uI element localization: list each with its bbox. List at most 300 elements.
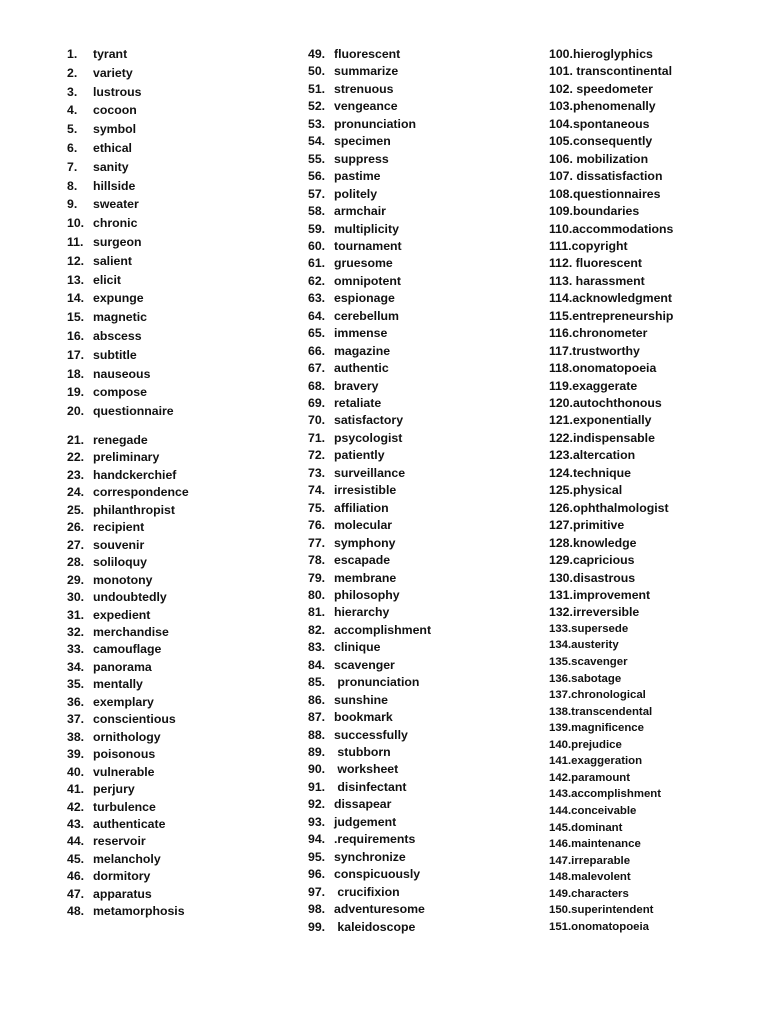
list-item — [549, 255, 642, 271]
list-item — [549, 902, 653, 918]
list-item — [308, 796, 391, 812]
list-item — [308, 168, 380, 184]
item-word: scavenger — [334, 657, 395, 672]
item-word: affiliation — [334, 500, 389, 515]
list-item — [67, 502, 175, 518]
item-number: 116. — [549, 326, 573, 341]
list-item — [67, 196, 139, 212]
list-item — [308, 221, 399, 237]
item-number: 65. — [308, 326, 326, 341]
item-number: 66. — [308, 343, 326, 358]
list-item — [308, 692, 388, 708]
list-item — [549, 116, 649, 132]
item-number: 68. — [308, 378, 326, 393]
item-word: onomatopoeia — [572, 361, 657, 376]
item-number: 149. — [549, 887, 572, 900]
item-number: 2. — [67, 65, 78, 80]
item-number: 117. — [549, 343, 573, 358]
item-number: 138. — [549, 705, 572, 718]
item-word: omnipotent — [334, 273, 401, 288]
item-number: 129. — [549, 553, 573, 567]
list-item — [308, 412, 403, 428]
item-number: 137. — [549, 689, 572, 702]
item-number: 58. — [308, 204, 326, 218]
item-number: 25. — [67, 502, 85, 517]
item-number: 104. — [549, 116, 573, 131]
item-number: 145. — [549, 821, 572, 834]
list-item — [308, 884, 400, 900]
item-number: 3. — [67, 84, 78, 99]
item-word: specimen — [334, 134, 391, 149]
item-word: judgement — [334, 814, 397, 829]
item-word: austerity — [571, 639, 619, 652]
list-item — [67, 799, 156, 815]
item-number: 32. — [67, 625, 85, 639]
item-word: mentally — [93, 677, 143, 692]
list-item — [549, 465, 631, 481]
list-item — [67, 309, 147, 325]
item-number: 53. — [308, 116, 326, 131]
item-number: 87. — [308, 710, 326, 725]
item-number: 38. — [67, 729, 85, 744]
list-item — [67, 746, 155, 762]
list-item — [67, 589, 167, 605]
list-item — [308, 325, 387, 341]
item-number: 134. — [549, 639, 572, 652]
list-item — [308, 81, 393, 97]
list-item — [549, 290, 672, 306]
item-word: salient — [93, 253, 132, 268]
item-number: 16. — [67, 329, 85, 343]
list-item — [67, 816, 165, 832]
item-number: 56. — [308, 169, 326, 184]
item-word: philosophy — [334, 587, 400, 602]
item-number: 43. — [67, 816, 85, 831]
item-number: 50. — [308, 64, 326, 79]
item-number: 33. — [67, 642, 85, 657]
list-item — [67, 467, 176, 483]
list-item — [67, 868, 150, 884]
list-item — [549, 770, 630, 786]
item-word: sunshine — [334, 692, 388, 707]
item-word: exaggeration — [571, 755, 643, 768]
list-item — [549, 63, 672, 79]
list-item — [67, 537, 144, 553]
list-item — [67, 711, 176, 727]
item-number: 140. — [549, 738, 572, 751]
item-number: 139. — [549, 722, 572, 735]
list-item — [308, 133, 391, 149]
list-item — [549, 687, 646, 703]
list-item — [308, 290, 395, 306]
list-item — [308, 482, 396, 498]
item-word: copyright — [571, 238, 628, 253]
item-number: 52. — [308, 99, 326, 114]
item-word: armchair — [334, 204, 386, 218]
item-number: 144. — [549, 804, 572, 817]
list-item — [549, 360, 656, 376]
item-word: trustworthy — [572, 343, 640, 358]
item-word: crucifixion — [334, 884, 400, 899]
item-number: 131. — [549, 587, 573, 602]
item-word: exponentially — [572, 413, 652, 428]
list-item — [308, 465, 405, 481]
item-word: worksheet — [334, 762, 399, 777]
item-word: summarize — [334, 64, 399, 79]
list-item — [67, 432, 148, 448]
list-item — [67, 215, 137, 231]
list-item — [67, 607, 150, 623]
item-word: paramount — [571, 771, 631, 784]
item-number: 55. — [308, 151, 326, 166]
item-word: metamorphosis — [93, 904, 185, 919]
list-item — [549, 395, 662, 411]
item-number: 40. — [67, 764, 85, 779]
item-word: chronological — [571, 689, 646, 702]
list-item — [67, 384, 147, 400]
item-word: physical — [572, 483, 623, 498]
item-word: .requirements — [334, 832, 416, 847]
item-number: 132. — [549, 605, 573, 620]
item-word: pastime — [334, 169, 381, 184]
list-item — [308, 535, 396, 551]
item-word: surgeon — [93, 235, 142, 249]
list-item — [308, 116, 416, 132]
list-item — [308, 709, 393, 725]
item-number: 48. — [67, 904, 85, 919]
item-number: 47. — [67, 886, 85, 901]
item-word: kaleidoscope — [334, 919, 416, 934]
list-item — [549, 447, 635, 463]
list-item — [67, 366, 150, 382]
item-number: 105. — [549, 134, 573, 149]
item-number: 148. — [549, 871, 572, 884]
list-item — [67, 328, 142, 344]
list-item — [308, 273, 401, 289]
list-item — [67, 234, 142, 250]
list-item — [308, 238, 402, 254]
item-word: magnetic — [93, 310, 147, 325]
list-item — [549, 853, 630, 869]
item-number: 76. — [308, 518, 326, 533]
item-number: 37. — [67, 712, 85, 727]
item-number: 108. — [549, 186, 573, 201]
item-number: 41. — [67, 782, 85, 796]
item-word: elicit — [93, 272, 122, 287]
item-number: 136. — [549, 672, 572, 685]
item-word: compose — [93, 385, 147, 400]
item-word: dominant — [571, 821, 623, 834]
item-number: 14. — [67, 291, 85, 306]
item-number: 127. — [549, 518, 573, 533]
item-number: 20. — [67, 404, 85, 419]
list-item — [67, 290, 144, 306]
item-number: 22. — [67, 450, 85, 465]
list-item — [308, 814, 396, 830]
item-number: 17. — [67, 347, 85, 362]
list-item — [549, 737, 622, 753]
item-number: 107. — [549, 169, 573, 184]
item-number: 51. — [308, 81, 326, 96]
item-number: 30. — [67, 590, 85, 604]
item-word: magazine — [334, 343, 391, 358]
item-word: monotony — [93, 572, 153, 587]
item-word: autochthonous — [572, 396, 662, 410]
item-number: 88. — [308, 727, 326, 742]
item-word: bravery — [334, 378, 379, 393]
item-number: 91. — [308, 779, 326, 794]
item-number: 29. — [67, 572, 85, 587]
item-number: 8. — [67, 178, 78, 193]
item-word: tournament — [334, 238, 402, 253]
item-word: handckerchief — [93, 467, 177, 482]
list-item — [308, 570, 396, 586]
item-number: 92. — [308, 797, 326, 812]
list-item — [308, 866, 420, 882]
item-word: knowledge — [572, 535, 637, 550]
list-item — [549, 803, 636, 819]
item-word: boundaries — [572, 204, 640, 218]
list-item — [549, 869, 631, 885]
item-word: psycologist — [334, 430, 403, 445]
item-number: 26. — [67, 520, 85, 535]
item-word: vulnerable — [93, 764, 155, 779]
item-number: 39. — [67, 747, 85, 762]
list-item — [549, 81, 653, 97]
item-word: adventuresome — [334, 902, 425, 916]
list-item — [67, 102, 137, 118]
item-number: 1. — [67, 47, 78, 61]
item-word: mobilization — [572, 151, 649, 166]
item-number: 97. — [308, 884, 326, 899]
item-number: 83. — [308, 640, 326, 655]
list-item — [549, 203, 639, 219]
list-item — [67, 449, 159, 465]
item-word: merchandise — [93, 625, 169, 639]
item-word: patiently — [334, 448, 385, 463]
item-word: multiplicity — [334, 221, 399, 236]
item-number: 109. — [549, 204, 573, 218]
item-number: 73. — [308, 465, 326, 480]
item-word: conscientious — [93, 712, 176, 727]
item-word: primitive — [572, 518, 625, 533]
item-number: 59. — [308, 221, 326, 236]
list-item — [549, 343, 640, 359]
item-number: 111. — [549, 238, 572, 253]
item-word: questionnaire — [93, 404, 174, 419]
item-word: transcontinental — [572, 64, 673, 79]
item-word: hierarchy — [334, 605, 390, 620]
item-word: vengeance — [334, 99, 398, 114]
item-number: 11. — [67, 235, 84, 249]
item-number: 4. — [67, 103, 78, 118]
list-item — [308, 849, 406, 865]
item-word: technique — [572, 465, 632, 480]
item-number: 49. — [308, 47, 326, 61]
item-word: harassment — [572, 273, 645, 288]
item-word: molecular — [334, 518, 393, 533]
item-number: 34. — [67, 659, 85, 674]
list-item — [308, 447, 385, 463]
item-word: successfully — [334, 727, 408, 742]
item-number: 102. — [549, 81, 573, 96]
item-number: 23. — [67, 467, 85, 482]
list-item — [67, 65, 133, 81]
item-word: perjury — [93, 782, 135, 796]
item-word: suppress — [334, 151, 389, 166]
list-item — [67, 903, 185, 919]
item-word: speedometer — [572, 81, 653, 96]
item-word: irreversible — [572, 605, 640, 620]
item-number: 60. — [308, 238, 326, 253]
list-item — [549, 704, 652, 720]
item-word: authentic — [334, 361, 389, 376]
item-number: 122. — [549, 430, 573, 445]
item-word: pronunciation — [334, 675, 420, 690]
item-number: 57. — [308, 186, 326, 201]
list-item — [67, 572, 152, 588]
item-number: 110. — [549, 221, 573, 236]
list-item — [308, 639, 380, 655]
item-number: 27. — [67, 537, 85, 552]
item-word: soliloquy — [93, 555, 147, 570]
item-word: pronunciation — [334, 116, 416, 131]
list-item — [549, 637, 619, 653]
list-item — [549, 500, 669, 516]
list-item — [67, 484, 189, 500]
item-word: accomplishment — [334, 622, 432, 637]
item-number: 82. — [308, 622, 326, 637]
item-number: 90. — [308, 762, 326, 777]
list-item — [308, 203, 386, 219]
item-word: chronic — [93, 216, 138, 231]
item-number: 125. — [549, 483, 573, 498]
list-item — [549, 308, 673, 324]
item-word: tyrant — [93, 47, 128, 61]
item-number: 146. — [549, 838, 572, 850]
list-item — [67, 729, 161, 745]
item-number: 95. — [308, 849, 326, 864]
list-item — [549, 412, 652, 428]
item-word: souvenir — [93, 537, 145, 552]
list-item — [67, 403, 174, 419]
list-item — [308, 308, 399, 324]
item-word: entrepreneurship — [572, 308, 674, 323]
item-number: 64. — [308, 308, 326, 323]
list-item — [308, 46, 400, 62]
item-word: panorama — [93, 659, 152, 674]
list-item — [549, 886, 629, 902]
list-item — [67, 554, 147, 570]
list-item — [549, 720, 644, 736]
item-word: irresistible — [334, 483, 397, 498]
item-word: poisonous — [93, 747, 156, 762]
item-word: ethical — [93, 141, 132, 155]
item-number: 118. — [549, 361, 573, 376]
item-word: irreparable — [571, 854, 631, 867]
item-word: prejudice — [571, 738, 622, 751]
list-item — [308, 343, 390, 359]
item-number: 13. — [67, 272, 85, 287]
item-number: 85. — [308, 675, 326, 690]
list-item — [67, 272, 121, 288]
list-item — [549, 786, 661, 802]
item-number: 21. — [67, 433, 85, 447]
list-item — [308, 674, 419, 690]
list-item — [308, 604, 389, 620]
item-word: sanity — [93, 159, 129, 174]
list-item — [549, 221, 673, 237]
list-item — [67, 659, 152, 675]
list-item — [67, 178, 135, 194]
item-number: 101. — [549, 64, 573, 79]
item-number: 113. — [549, 273, 573, 288]
item-number: 121. — [549, 413, 573, 428]
item-number: 80. — [308, 587, 326, 602]
list-item — [67, 159, 129, 175]
list-item — [549, 654, 628, 670]
item-word: hillside — [93, 178, 136, 193]
list-item — [549, 587, 650, 603]
item-number: 67. — [308, 361, 326, 376]
list-item — [549, 378, 637, 394]
list-item — [549, 430, 655, 446]
item-number: 54. — [308, 134, 326, 149]
item-number: 124. — [549, 465, 573, 480]
list-item — [308, 919, 415, 935]
item-word: camouflage — [93, 642, 162, 657]
item-word: politely — [334, 186, 378, 201]
item-word: conceivable — [571, 804, 637, 817]
list-item — [308, 831, 415, 847]
item-word: improvement — [572, 587, 651, 602]
item-word: membrane — [334, 570, 397, 585]
list-item — [308, 744, 391, 760]
list-item — [67, 624, 169, 640]
item-word: turbulence — [93, 799, 156, 814]
item-word: stubborn — [334, 745, 391, 759]
item-word: malevolent — [571, 871, 631, 884]
item-number: 98. — [308, 902, 326, 916]
item-word: expunge — [93, 291, 144, 306]
item-number: 18. — [67, 366, 85, 381]
item-word: undoubtedly — [93, 590, 167, 604]
item-word: reservoir — [93, 834, 146, 849]
item-word: synchronize — [334, 849, 406, 864]
item-word: lustrous — [93, 84, 142, 99]
item-number: 106. — [549, 151, 573, 166]
item-word: preliminary — [93, 450, 160, 465]
item-word: satisfactory — [334, 413, 404, 428]
item-word: transcendental — [571, 705, 653, 718]
item-number: 96. — [308, 867, 326, 882]
list-item — [67, 781, 135, 797]
item-word: nauseous — [93, 366, 151, 381]
item-word: magnificence — [571, 722, 644, 735]
list-item — [549, 98, 656, 114]
list-item — [67, 347, 137, 363]
item-word: hieroglyphics — [572, 47, 653, 61]
item-word: ophthalmologist — [572, 500, 669, 515]
item-number: 72. — [308, 448, 326, 463]
list-item — [67, 764, 155, 780]
item-number: 79. — [308, 570, 326, 585]
item-number: 7. — [67, 159, 78, 174]
item-word: expedient — [93, 607, 151, 622]
item-word: acknowledgment — [572, 291, 673, 306]
item-number: 81. — [308, 605, 326, 620]
item-word: sweater — [93, 197, 139, 212]
